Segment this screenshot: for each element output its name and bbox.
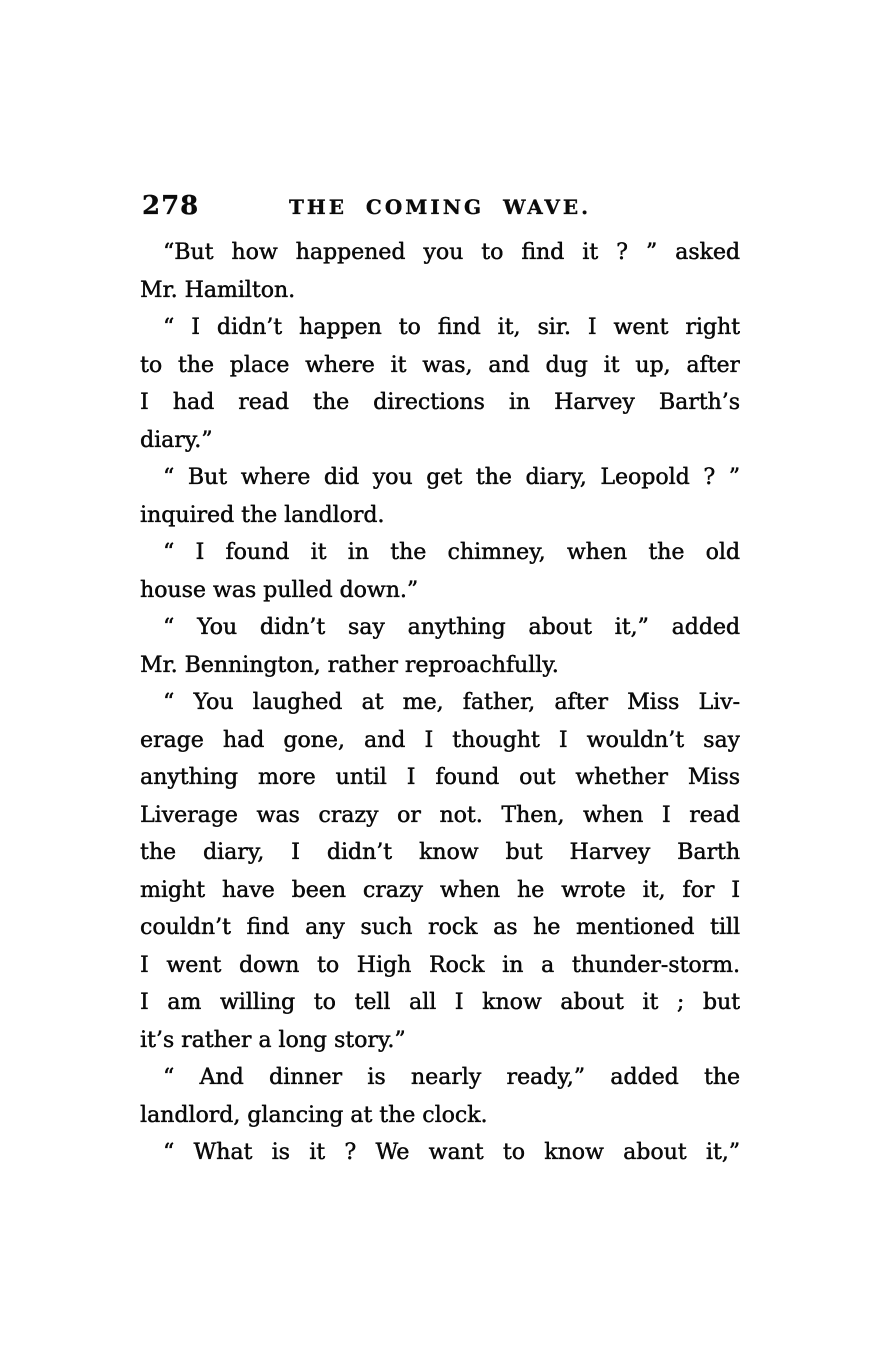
text-line: “ I found it in the chimney, when the old bbox=[163, 540, 740, 565]
text-line: I am willing to tell all I know about it ; but bbox=[140, 990, 740, 1015]
text-line: diary.” bbox=[140, 427, 213, 453]
page-header bbox=[140, 191, 740, 223]
text-line: Mr. Hamilton. bbox=[140, 277, 296, 303]
page-body bbox=[140, 234, 740, 1172]
text-line: Liverage was crazy or not. Then, when I read bbox=[140, 802, 740, 828]
text-line: couldn’t find any such rock as he mentioned till bbox=[140, 915, 740, 940]
text-line: the diary, I didn’t know but Harvey Barth bbox=[140, 840, 740, 865]
text-line: inquired the landlord. bbox=[140, 502, 385, 528]
text-line: to the place where it was, and dug it up, after bbox=[140, 352, 740, 378]
text-line: “But how happened you to find it ? ” asked bbox=[163, 240, 740, 265]
text-line: erage had gone, and I thought I wouldn’t say bbox=[140, 727, 740, 753]
text-line: “ I didn’t happen to find it, sir. I went right bbox=[163, 315, 740, 340]
text-line: house was pulled down.” bbox=[140, 577, 419, 603]
text-line: “ You laughed at me, father, after Miss Liv- bbox=[163, 690, 740, 715]
text-line: “ What is it ? We want to know about it,” bbox=[163, 1140, 740, 1165]
text-line: I had read the directions in Harvey Barth’s bbox=[140, 390, 740, 415]
text-line: it’s rather a long story.” bbox=[140, 1027, 406, 1053]
text-line: Mr. Bennington, rather reproachfully. bbox=[140, 652, 559, 678]
text-line: “ But where did you get the diary, Leopold ? ” bbox=[163, 465, 740, 490]
text-line: I went down to High Rock in a thunder-storm. bbox=[140, 952, 740, 978]
page-number: 278 bbox=[142, 191, 200, 221]
running-title: THE COMING WAVE. bbox=[288, 195, 592, 219]
text-line: “ You didn’t say anything about it,” added bbox=[163, 615, 740, 640]
text-line: “ And dinner is nearly ready,” added the bbox=[163, 1065, 740, 1090]
text-line: might have been crazy when he wrote it, for I bbox=[140, 877, 740, 903]
text-line: anything more until I found out whether Miss bbox=[140, 765, 740, 790]
text-line: landlord, glancing at the clock. bbox=[140, 1102, 488, 1128]
